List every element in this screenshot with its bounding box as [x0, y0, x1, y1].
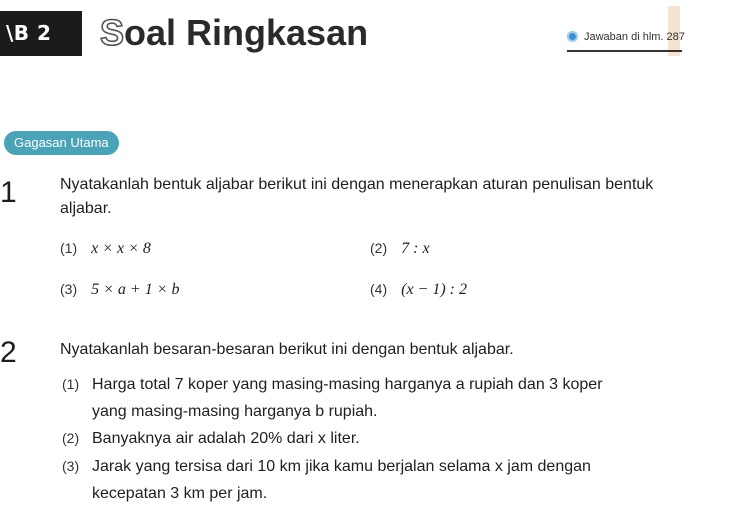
item-line: Jarak yang tersisa dari 10 km jika kamu berjalan selama x jam dengan [92, 458, 591, 475]
item-number: (2) [370, 240, 388, 256]
title-first-letter: S [100, 12, 125, 53]
title-rest: oal Ringkasan [124, 12, 369, 53]
answer-underline [567, 50, 682, 52]
item-line: Banyaknya air adalah 20% dari x liter. [92, 430, 360, 447]
chapter-tab: \B 2 [0, 11, 82, 56]
question-2-item-3 [62, 453, 742, 507]
section-pill: Gagasan Utama [4, 131, 119, 155]
item-number: (1) [62, 376, 80, 392]
question-1-item-1 [60, 237, 151, 260]
item-number: (3) [60, 281, 78, 297]
question-1-item-4 [370, 278, 467, 301]
question-1-item-3 [60, 278, 180, 301]
item-line-continued: yang masing-masing harganya b rupiah. [92, 403, 378, 420]
question-1-number: 1 [0, 176, 17, 209]
answer-reference-text: Jawaban di hlm. 287 [584, 31, 685, 43]
page-title [100, 10, 368, 56]
item-line-continued: kecepatan 3 km per jam. [92, 485, 268, 502]
item-number: (2) [62, 430, 80, 446]
item-expression: 7 : x [401, 240, 430, 257]
item-expression: (x − 1) : 2 [401, 281, 468, 298]
item-number: (4) [370, 281, 388, 297]
item-expression: x × x × 8 [91, 240, 151, 257]
question-2-number: 2 [0, 336, 17, 369]
question-2-item-2 [62, 425, 742, 452]
item-line: Harga total 7 koper yang masing-masing harganya a rupiah dan 3 koper [92, 376, 603, 393]
answer-reference [567, 27, 685, 47]
question-1-text: Nyatakanlah bentuk aljabar berikut ini dengan menerapkan aturan penulisan bentuk aljabar. [60, 176, 654, 217]
question-1-item-2 [370, 237, 430, 260]
question-2-item-1 [62, 371, 742, 425]
item-number: (1) [60, 240, 78, 256]
bullet-dot-icon [567, 31, 578, 42]
question-2-text: Nyatakanlah besaran-besaran berikut ini dengan bentuk aljabar. [60, 341, 514, 358]
item-number: (3) [62, 458, 80, 474]
item-expression: 5 × a + 1 × b [91, 281, 180, 298]
